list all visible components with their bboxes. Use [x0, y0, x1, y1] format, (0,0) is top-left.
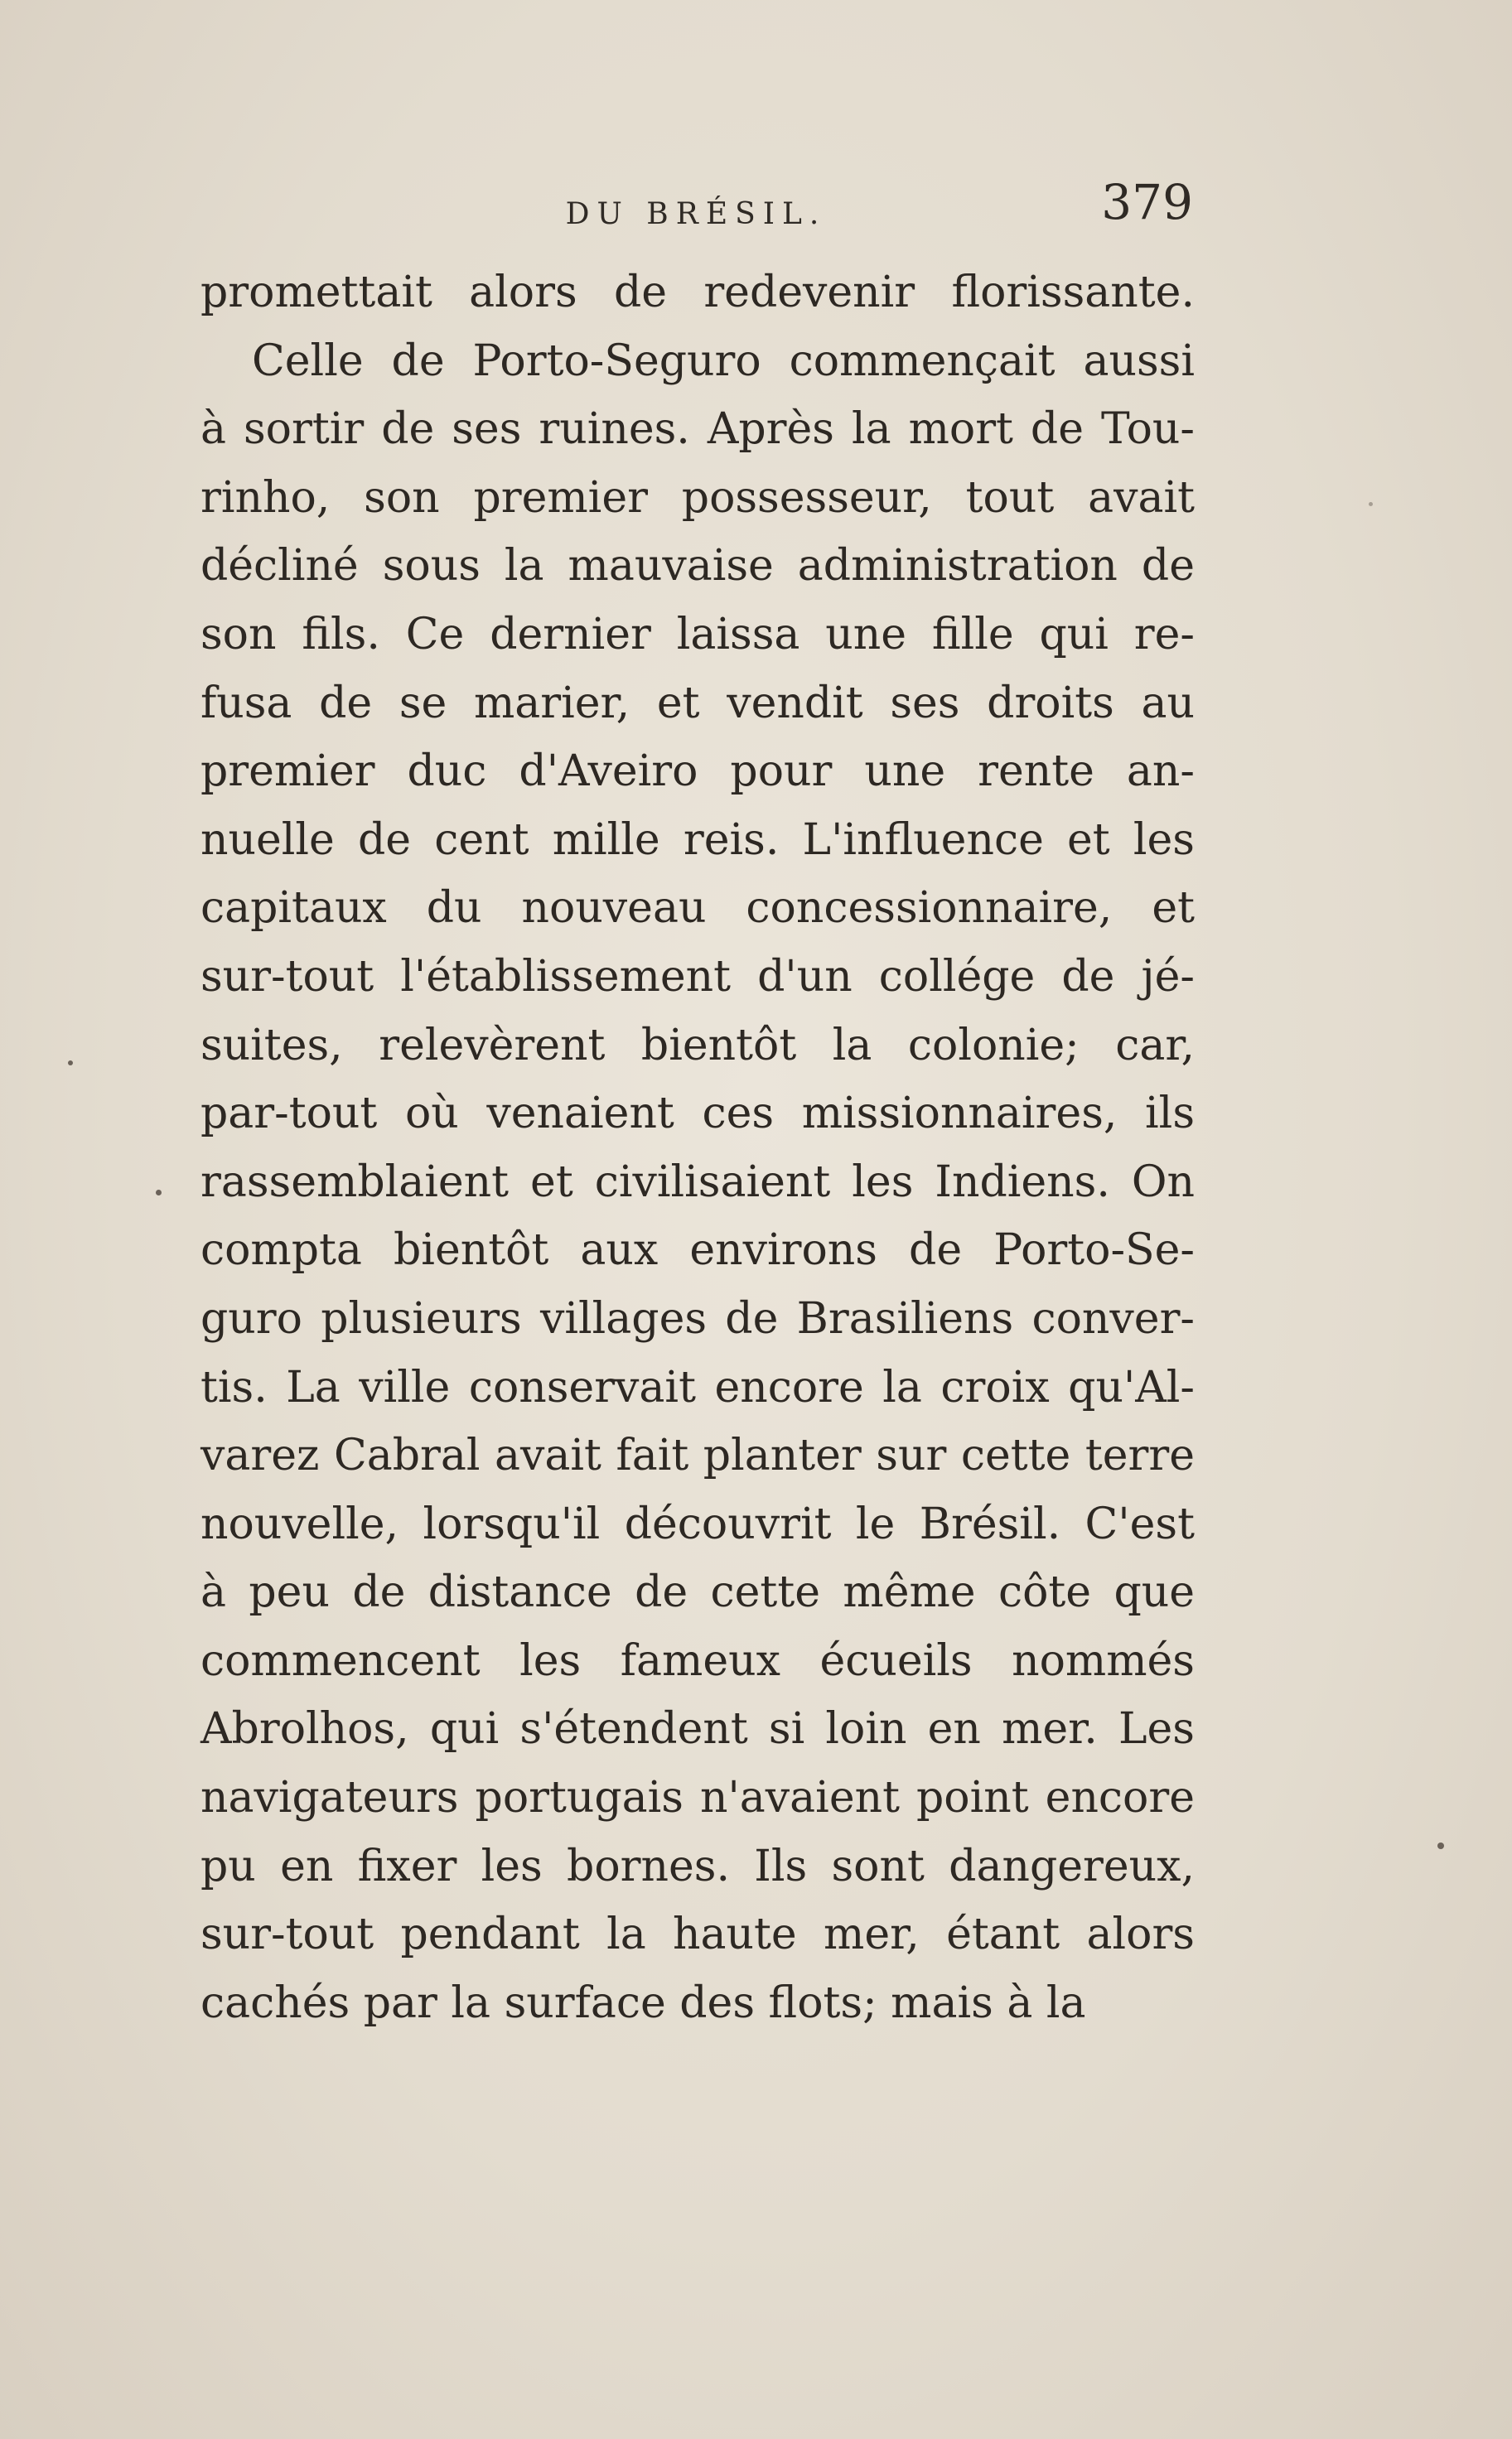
- text-line: cachés par la surface des flots; mais à la: [200, 1978, 1086, 2028]
- text-line: compta bientôt aux environs de Porto-Se-: [200, 1225, 1195, 1276]
- text-line: navigateurs portugais n'avaient point encore: [200, 1773, 1195, 1823]
- text-line: sur-tout l'établissement d'un collége de jé-: [200, 951, 1195, 1002]
- text-line: Celle de Porto-Seguro commençait aussi: [252, 336, 1195, 386]
- text-line: rassemblaient et civilisaient les Indiens. On: [200, 1157, 1195, 1207]
- text-line: tis. La ville conservait encore la croix qu'Al-: [200, 1362, 1195, 1413]
- text-line: promettait alors de redevenir florissante.: [200, 268, 1195, 317]
- body-text: [200, 258, 1195, 2037]
- text-line: sur-tout pendant la haute mer, étant alors: [200, 1910, 1195, 1960]
- text-line: rinho, son premier possesseur, tout avait: [200, 472, 1195, 523]
- paper-speck: [68, 1060, 73, 1065]
- text-line: par-tout où venaient ces missionnaires, ils: [200, 1089, 1195, 1139]
- paper-speck: [1369, 502, 1373, 506]
- text-line: varez Cabral avait fait planter sur cette terre: [200, 1431, 1195, 1481]
- text-line: nuelle de cent mille reis. L'influence et les: [200, 814, 1195, 865]
- text-line: son fils. Ce dernier laissa une fille qui re-: [200, 609, 1195, 659]
- text-line: décliné sous la mauvaise administration de: [200, 541, 1195, 592]
- text-line: à sortir de ses ruines. Après la mort de Tou-: [200, 404, 1195, 455]
- text-line: commencent les fameux écueils nommés: [200, 1635, 1195, 1686]
- text-line: premier duc d'Aveiro pour une rente an-: [200, 746, 1195, 797]
- text-line: nouvelle, lorsqu'il découvrit le Brésil. C'est: [200, 1499, 1195, 1549]
- text-line: guro plusieurs villages de Brasiliens conver-: [200, 1293, 1195, 1344]
- paper-speck: [1437, 1843, 1444, 1849]
- text-line: fusa de se marier, et vendit ses droits au: [200, 678, 1195, 728]
- page-number: 379: [1101, 174, 1193, 230]
- text-line: suites, relevèrent bientôt la colonie; car,: [200, 1020, 1195, 1070]
- paper-speck: [156, 1190, 162, 1195]
- text-line: à peu de distance de cette même côte que: [200, 1567, 1195, 1618]
- page-header: [199, 174, 1193, 249]
- text-line: pu en fixer les bornes. Ils sont dangereux,: [200, 1841, 1195, 1891]
- text-line: Abrolhos, qui s'étendent si loin en mer. Les: [200, 1704, 1195, 1755]
- text-line: capitaux du nouveau concessionnaire, et: [200, 883, 1195, 934]
- running-head: DU BRÉSIL.: [565, 197, 827, 231]
